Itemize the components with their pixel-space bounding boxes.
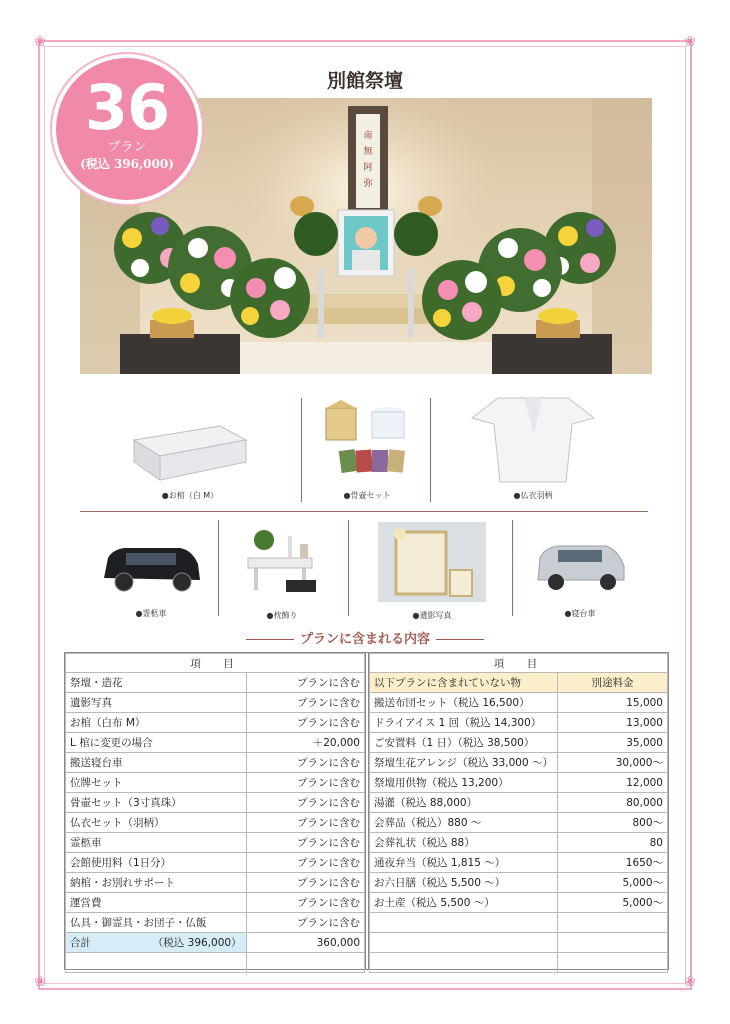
row-value: プランに含む <box>246 773 364 793</box>
product-caption: ●寝台車 <box>564 609 596 618</box>
table-row-empty <box>370 953 668 973</box>
table-row <box>66 773 365 793</box>
plan-label: プラン <box>107 140 147 155</box>
row-item: 仏衣セット（羽柄） <box>66 813 247 833</box>
plan-badge <box>52 54 202 204</box>
table-row <box>66 693 365 713</box>
row-item: 搬送寝台車 <box>66 753 247 773</box>
total-tax-note: （税込 396,000） <box>152 937 242 949</box>
row-value: プランに含む <box>246 793 364 813</box>
product-caption: ●霊柩車 <box>135 609 167 618</box>
table-row <box>370 773 668 793</box>
table-row <box>370 693 668 713</box>
svg-text:無: 無 <box>363 147 373 157</box>
row-item: L 棺に変更の場合 <box>66 733 247 753</box>
row-value: プランに含む <box>246 713 364 733</box>
total-value: 360,000 <box>246 933 364 953</box>
row-value: 35,000 <box>557 733 667 753</box>
divider <box>430 398 431 502</box>
row-item: ご安置料（1 日）（税込 38,500） <box>370 733 558 753</box>
row-item: 会館使用料（1日分） <box>66 853 247 873</box>
product-burial-robe <box>468 394 598 504</box>
table-row <box>370 833 668 853</box>
table-row <box>66 893 365 913</box>
pillow-decoration-image <box>238 524 326 598</box>
subheader-item: 以下プランに含まれていない物 <box>370 673 558 693</box>
divider <box>218 520 219 616</box>
row-item: 運営費 <box>66 893 247 913</box>
subheader-value: 別途料金 <box>557 673 667 693</box>
svg-text:弥: 弥 <box>363 179 373 189</box>
divider <box>512 520 513 616</box>
row-item: 霊柩車 <box>66 833 247 853</box>
row-value: 30,000〜 <box>557 753 667 773</box>
product-hearse <box>96 536 206 618</box>
table-subheader <box>370 673 668 693</box>
extra-charges-table <box>369 653 668 973</box>
corner-ornament-icon: ❀ <box>684 34 696 50</box>
corner-ornament-icon: ❀ <box>34 34 46 50</box>
table-row <box>66 833 365 853</box>
table-row <box>370 713 668 733</box>
memorial-portrait-image <box>378 522 486 602</box>
row-item: 遺影写真 <box>66 693 247 713</box>
included-items-table <box>65 653 365 973</box>
transport-vehicle-image <box>532 538 628 596</box>
table-header: 項 目 <box>370 654 668 673</box>
table-row <box>370 733 668 753</box>
heading-rule-left <box>246 639 294 640</box>
row-value: プランに含む <box>246 913 364 933</box>
table-header: 項 目 <box>66 654 365 673</box>
row-item: ドライアイス 1 回（税込 14,300） <box>370 713 558 733</box>
product-urn-set <box>306 400 428 504</box>
row-value: プランに含む <box>246 893 364 913</box>
row-item: お六日膳（税込 5,500 〜） <box>370 873 558 893</box>
table-row <box>370 873 668 893</box>
table-row <box>66 673 365 693</box>
row-item: 湯灌（税込 88,000） <box>370 793 558 813</box>
table-row-empty <box>370 913 668 933</box>
product-caption: ●遺影写真 <box>412 611 452 620</box>
product-coffin <box>120 400 260 504</box>
product-memorial-portrait <box>378 522 486 620</box>
row-value: 13,000 <box>557 713 667 733</box>
svg-text:南: 南 <box>363 131 373 141</box>
row-value: プランに含む <box>246 833 364 853</box>
table-row-empty <box>66 953 365 973</box>
product-transport-vehicle <box>532 538 628 618</box>
heading-rule-right <box>436 639 484 640</box>
table-row <box>66 753 365 773</box>
row-value: プランに含む <box>246 873 364 893</box>
row-value: プランに含む <box>246 753 364 773</box>
table-row <box>66 713 365 733</box>
product-caption: ●骨壷セット <box>343 491 391 500</box>
row-item: 位牌セット <box>66 773 247 793</box>
table-row <box>66 733 365 753</box>
section-heading <box>0 628 730 647</box>
table-row <box>370 813 668 833</box>
total-row <box>66 933 365 953</box>
divider <box>348 520 349 616</box>
section-heading-text: プランに含まれる内容 <box>299 632 430 647</box>
product-pillow-decoration <box>238 524 326 618</box>
row-value: プランに含む <box>246 813 364 833</box>
total-label: 合計 <box>70 937 91 949</box>
table-row <box>370 853 668 873</box>
table-row <box>66 853 365 873</box>
plan-number: 36 <box>84 71 170 144</box>
row-item: 搬送布団セット（税込 16,500） <box>370 693 558 713</box>
table-row <box>66 873 365 893</box>
row-item: 通夜弁当（税込 1,815 〜） <box>370 853 558 873</box>
table-row <box>370 793 668 813</box>
row-value: 5,000〜 <box>557 893 667 913</box>
row-value: 15,000 <box>557 693 667 713</box>
row-item: 祭壇生花アレンジ（税込 33,000 〜） <box>370 753 558 773</box>
plan-price: (税込 396,000) <box>80 157 174 171</box>
corner-ornament-icon: ❀ <box>34 974 46 990</box>
row-value: 80,000 <box>557 793 667 813</box>
row-item: 仏具・御霊具・お団子・仏飯 <box>66 913 247 933</box>
product-caption: ●枕飾り <box>266 611 298 620</box>
urn-set-image <box>306 400 428 484</box>
table-row <box>370 753 668 773</box>
row-value: プランに含む <box>246 673 364 693</box>
coffin-image <box>120 400 260 484</box>
table-row-empty <box>370 933 668 953</box>
product-caption: ●お棺（白 M） <box>161 491 219 500</box>
row-item: お土産（税込 5,500 〜） <box>370 893 558 913</box>
row-value: プランに含む <box>246 693 364 713</box>
page-title: 別館祭壇 <box>326 70 403 92</box>
row-item: 祭壇用供物（税込 13,200） <box>370 773 558 793</box>
total-label-cell <box>66 933 247 953</box>
corner-ornament-icon: ❀ <box>684 974 696 990</box>
table-row <box>370 893 668 913</box>
product-caption: ●仏衣羽柄 <box>513 491 553 500</box>
row-value: プランに含む <box>246 853 364 873</box>
row-item: 会葬礼状（税込 88） <box>370 833 558 853</box>
row-value: ＋20,000 <box>246 733 364 753</box>
row-value: 12,000 <box>557 773 667 793</box>
plan-contents-table <box>64 652 669 970</box>
row-value: 80 <box>557 833 667 853</box>
table-row <box>66 913 365 933</box>
table-row <box>66 793 365 813</box>
row-item: 納棺・お別れサポート <box>66 873 247 893</box>
divider <box>80 511 648 512</box>
row-item: 骨壷セット（3寸真珠） <box>66 793 247 813</box>
burial-robe-image <box>468 394 598 486</box>
divider <box>301 398 302 502</box>
table-row <box>66 813 365 833</box>
hearse-image <box>96 536 206 598</box>
svg-text:阿: 阿 <box>363 163 373 173</box>
row-item: 祭壇・造花 <box>66 673 247 693</box>
row-value: 5,000〜 <box>557 873 667 893</box>
row-item: 会葬品（税込）880 〜 <box>370 813 558 833</box>
row-item: お棺（白布 M） <box>66 713 247 733</box>
row-value: 800〜 <box>557 813 667 833</box>
row-value: 1650〜 <box>557 853 667 873</box>
